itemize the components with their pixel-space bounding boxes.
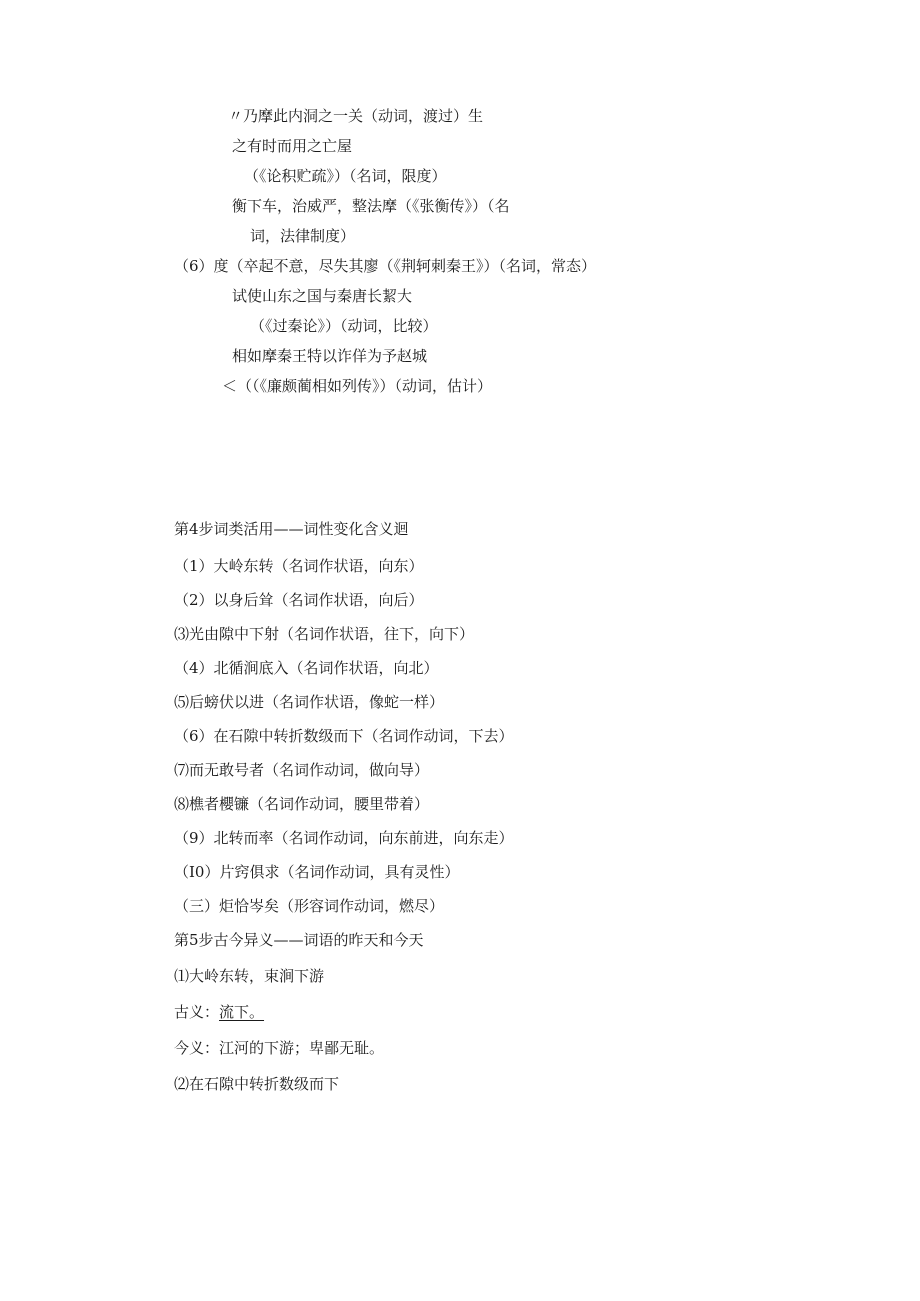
text-line: （《过秦论》）（动词，比较） bbox=[250, 317, 438, 335]
list-item: ⑻樵者櫻镰（名词作动词，腰里带着） bbox=[174, 795, 430, 813]
list-item: （9）北转而率（名词作动词，向东前进，向东走） bbox=[174, 829, 514, 847]
list-item: （I0）片窍俱求（名词作动词，具有灵性） bbox=[174, 863, 460, 881]
text-line: 衡下车，治威严，整法摩（《张衡传》）（名 bbox=[232, 197, 510, 215]
text-line: 之有时而用之亡屋 bbox=[232, 137, 353, 155]
definition-ancient bbox=[174, 1002, 264, 1022]
list-item: ⑵在石隙中转折数级而下 bbox=[174, 1075, 340, 1093]
list-item: （1）大岭东转（名词作状语，向东） bbox=[174, 557, 424, 575]
list-item: ⑺而无敢号者（名词作动词，做向导） bbox=[174, 761, 430, 779]
text-line: 试使山东之国与秦唐长絜大 bbox=[232, 287, 413, 305]
section-heading: 第4步词类活用——词性变化含义迴 bbox=[174, 520, 409, 538]
definition-value: 流下。 bbox=[219, 1003, 265, 1021]
definition-label: 古义： bbox=[174, 1003, 220, 1021]
text-line: 〃乃摩此内洞之一关（动词，渡过）生 bbox=[228, 107, 484, 125]
list-item: ⑸后螃伏以进（名词作状语，像蛇一样） bbox=[174, 693, 445, 711]
list-item: （6）在石隙中转折数级而下（名词作动词，下去） bbox=[174, 727, 514, 745]
text-line: 词，法律制度） bbox=[250, 227, 356, 245]
section-heading: 第5步古今异义——词语的昨天和今天 bbox=[174, 931, 424, 949]
text-line: （《论积贮疏》）（名词，限度） bbox=[244, 167, 447, 185]
text-line: （6）度（卒起不意，尽失其廖（《荆轲刺秦王》）（名词，常态） bbox=[174, 257, 597, 275]
definition-modern: 今义：江河的下游；卑鄙无耻。 bbox=[174, 1039, 385, 1057]
list-item: （4）北循涧底入（名词作状语，向北） bbox=[174, 659, 439, 677]
text-line: ＜（（《廉颇蔺相如列传》）（动词，估计） bbox=[222, 377, 493, 395]
text-line: 相如摩秦王特以诈佯为予赵城 bbox=[232, 347, 428, 365]
list-item: ⑶光由隙中下射（名词作状语，往下，向下） bbox=[174, 625, 475, 643]
list-item: ⑴大岭东转，束涧下游 bbox=[174, 967, 325, 985]
list-item: （2）以身后耸（名词作状语，向后） bbox=[174, 591, 424, 609]
list-item: （三）炬恰岑矣（形容词作动词，燃尽） bbox=[174, 897, 445, 915]
